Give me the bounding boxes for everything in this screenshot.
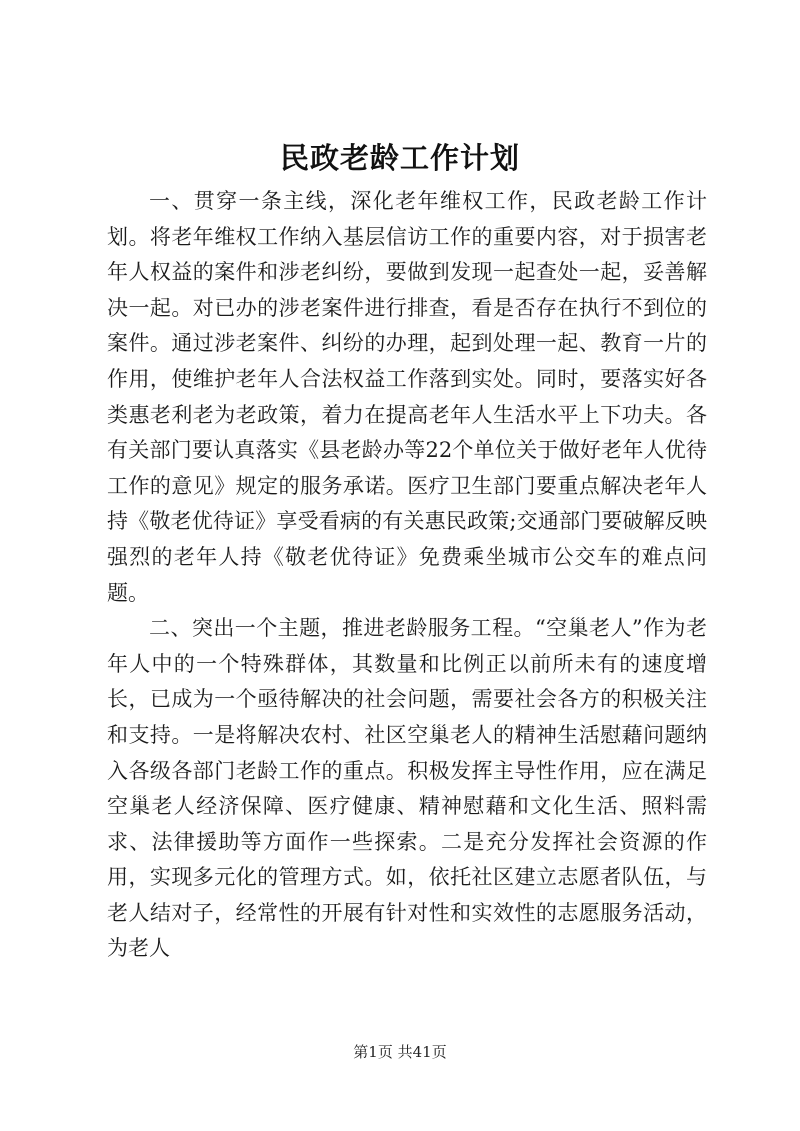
paragraph-1: 一、贯穿一条主线，深化老年维权工作，民政老龄工作计划。将老年维权工作纳入基层信访工作的重要内容，对于损害老年人权益的案件和涉老纠纷，要做到发现一起查处一起，妥善解决一起。对已办的涉老案件进行排查，看是否存在执行不到位的案件。通过涉老案件、纠纷的办理，起到处理一起、教育一片的作用，使维护老年人合法权益工作落到实处。同时，要落实好各类惠老利老为老政策，着力在提高老年人生活水平上下功夫。各有关部门要认真落实《县老龄办等22个单位关于做好老年人优待工作的意见》规定的服务承诺。医疗卫生部门要重点解决老年人持《敬老优待证》享受看病的有关惠民政策;交通部门要破解反映强烈的老年人持《敬老优待证》免费乘坐城市公交车的难点问题。 (107, 189, 707, 605)
paragraph-2: 二、突出一个主题，推进老龄服务工程。“空巢老人”作为老年人中的一个特殊群体，其数量和比例正以前所未有的速度增长，已成为一个亟待解决的社会问题，需要社会各方的积极关注和支持。一是将解决农村、社区空巢老人的精神生活慰藉问题纳入各级各部门老龄工作的重点。积极发挥主导性作用，应在满足空巢老人经济保障、医疗健康、精神慰藉和文化生活、照料需求、法律援助等方面作一些探索。二是充分发挥社会资源的作用，实现多元化的管理方式。如，依托社区建立志愿者队伍，与老人结对子，经常性的开展有针对性和实效性的志愿服务活动，为老人 (107, 616, 707, 961)
page-number: 第1页 共41页 (353, 1043, 447, 1061)
document-body (107, 184, 707, 967)
page-title: 民政老龄工作计划 (279, 141, 520, 175)
